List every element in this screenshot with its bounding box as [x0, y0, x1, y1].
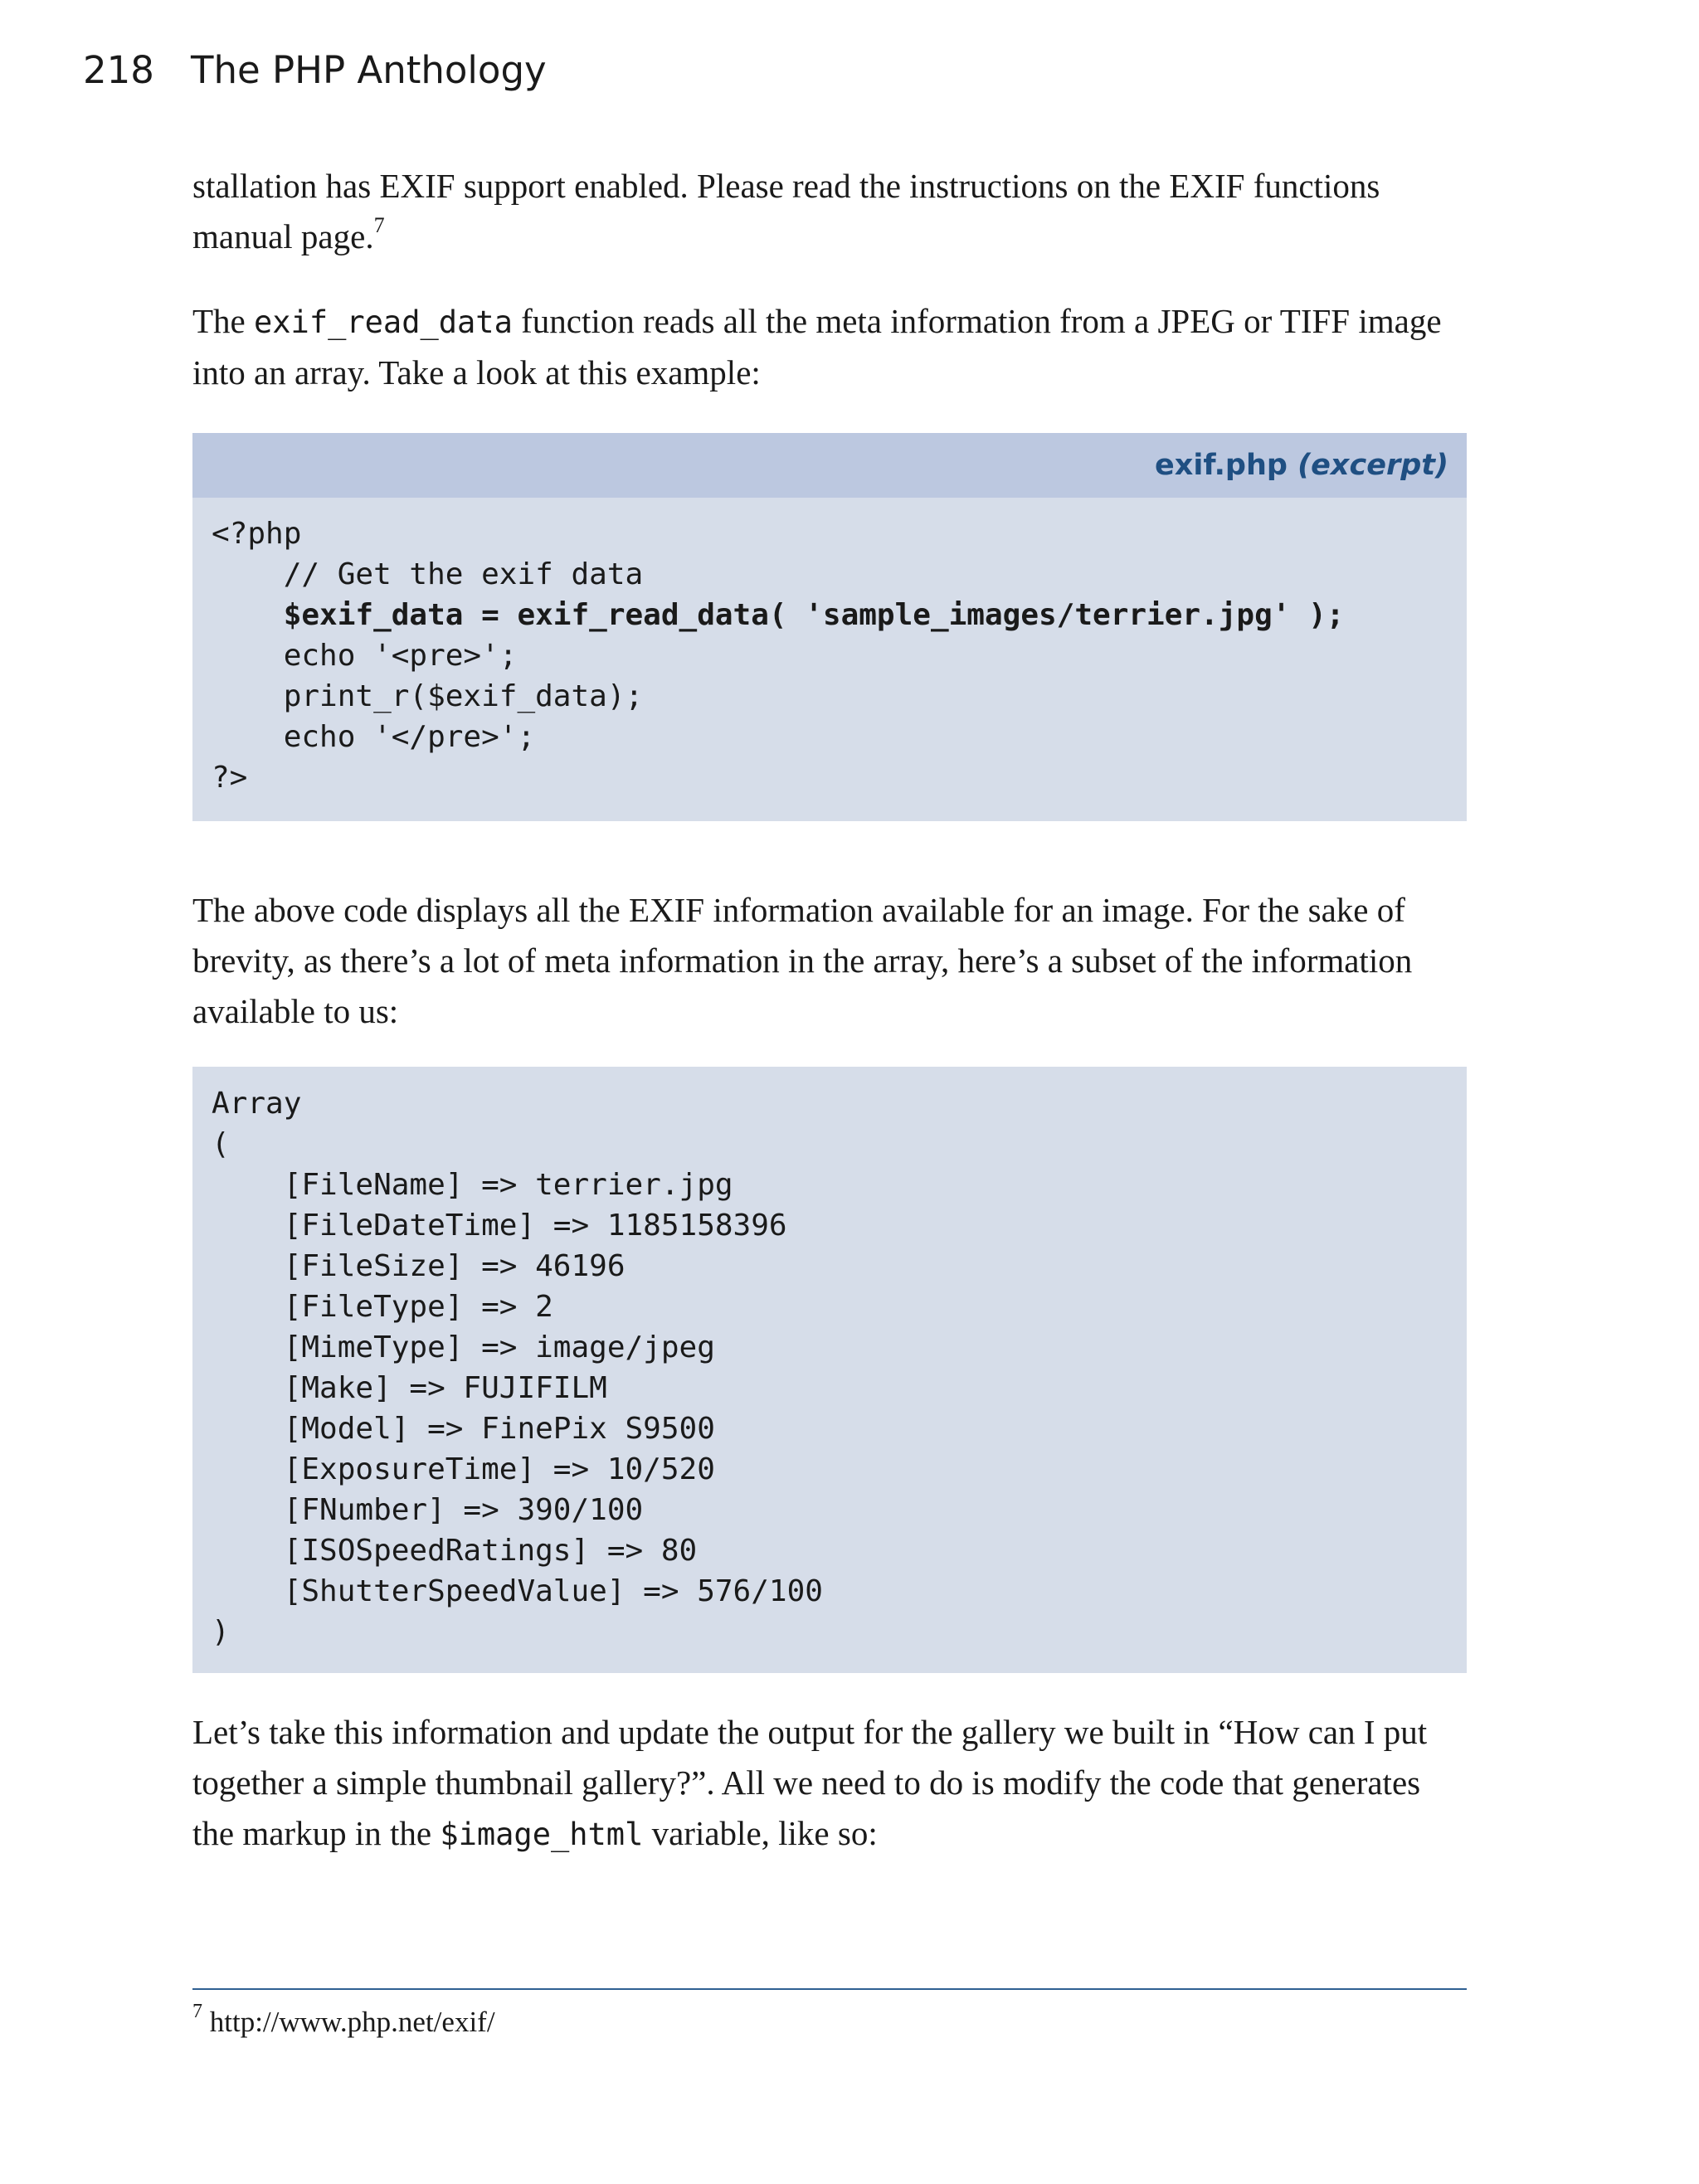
output-line: (: [212, 1127, 230, 1161]
code-line: print_r($exif_data);: [212, 679, 644, 713]
code-block: [192, 498, 1467, 798]
book-title: The PHP Anthology: [191, 48, 547, 92]
paragraph-exif-read-data: [192, 296, 1467, 398]
output-line: [FNumber] => 390/100: [212, 1493, 644, 1527]
paragraph-text-after: variable, like so:: [643, 1814, 878, 1852]
footnote: [192, 2002, 495, 2043]
code-line: echo '<pre>';: [212, 639, 518, 673]
footnote-number: 7: [192, 2001, 202, 2023]
output-line: [ISOSpeedRatings] => 80: [212, 1534, 698, 1568]
output-line: [ShutterSpeedValue] => 576/100: [212, 1574, 823, 1608]
footnote-url[interactable]: http://www.php.net/exif/: [209, 2006, 495, 2038]
paragraph-text-after: function reads all the meta information from a JPEG or TIFF image into an array. Take a look at this example:: [192, 302, 1442, 392]
footnote-divider: [192, 1988, 1467, 1990]
output-line: [FileDateTime] => 1185158396: [212, 1209, 787, 1243]
paragraph-above-code: [192, 885, 1467, 1037]
output-line: [ExposureTime] => 10/520: [212, 1452, 715, 1486]
code-caption-note: (excerpt): [1297, 449, 1448, 482]
output-line: ): [212, 1615, 230, 1649]
output-block: [192, 1067, 1467, 1652]
paragraph-text: stallation has EXIF support enabled. Please read the instructions on the EXIF functions manual page.: [192, 167, 1380, 255]
page-number: 218: [83, 48, 154, 92]
paragraph-text: The above code displays all the EXIF information available for an image. For the sake of brevity, as there’s a lot of meta information in the array, here’s a subset of the information available to us:: [192, 891, 1413, 1030]
code-line: <?php: [212, 517, 302, 551]
code-caption: [192, 433, 1467, 498]
code-caption-filename: exif.php: [1155, 449, 1288, 482]
code-line: ?>: [212, 761, 248, 795]
output-line: Array: [212, 1087, 302, 1121]
running-header: [83, 48, 547, 92]
output-line: [Model] => FinePix S9500: [212, 1412, 715, 1446]
paragraph-exif-support: [192, 161, 1467, 262]
footnote-reference[interactable]: 7: [373, 213, 385, 238]
output-line: [FileSize] => 46196: [212, 1249, 626, 1283]
output-line: [MimeType] => image/jpeg: [212, 1330, 715, 1364]
inline-code-exif-read-data: exif_read_data: [254, 304, 513, 340]
output-line: [FileName] => terrier.jpg: [212, 1168, 733, 1202]
code-listing-output: [192, 1067, 1467, 1673]
output-line: [FileType] => 2: [212, 1290, 553, 1324]
paragraph-update-gallery: [192, 1707, 1467, 1860]
paragraph-text-before: Let’s take this information and update the output for the gallery we built in “How can I put together a simple thumbnail gallery?”. All we need to do is modify the code that generates the markup in the: [192, 1713, 1428, 1852]
output-line: [Make] => FUJIFILM: [212, 1371, 607, 1405]
code-line-highlighted: $exif_data = exif_read_data( 'sample_images/terrier.jpg' );: [212, 598, 1345, 632]
code-line: // Get the exif data: [212, 557, 644, 591]
code-listing-exif-php: [192, 433, 1467, 821]
inline-code-image-html: $image_html: [440, 1817, 644, 1852]
code-line: echo '</pre>';: [212, 720, 536, 754]
paragraph-text-before: The: [192, 302, 254, 340]
